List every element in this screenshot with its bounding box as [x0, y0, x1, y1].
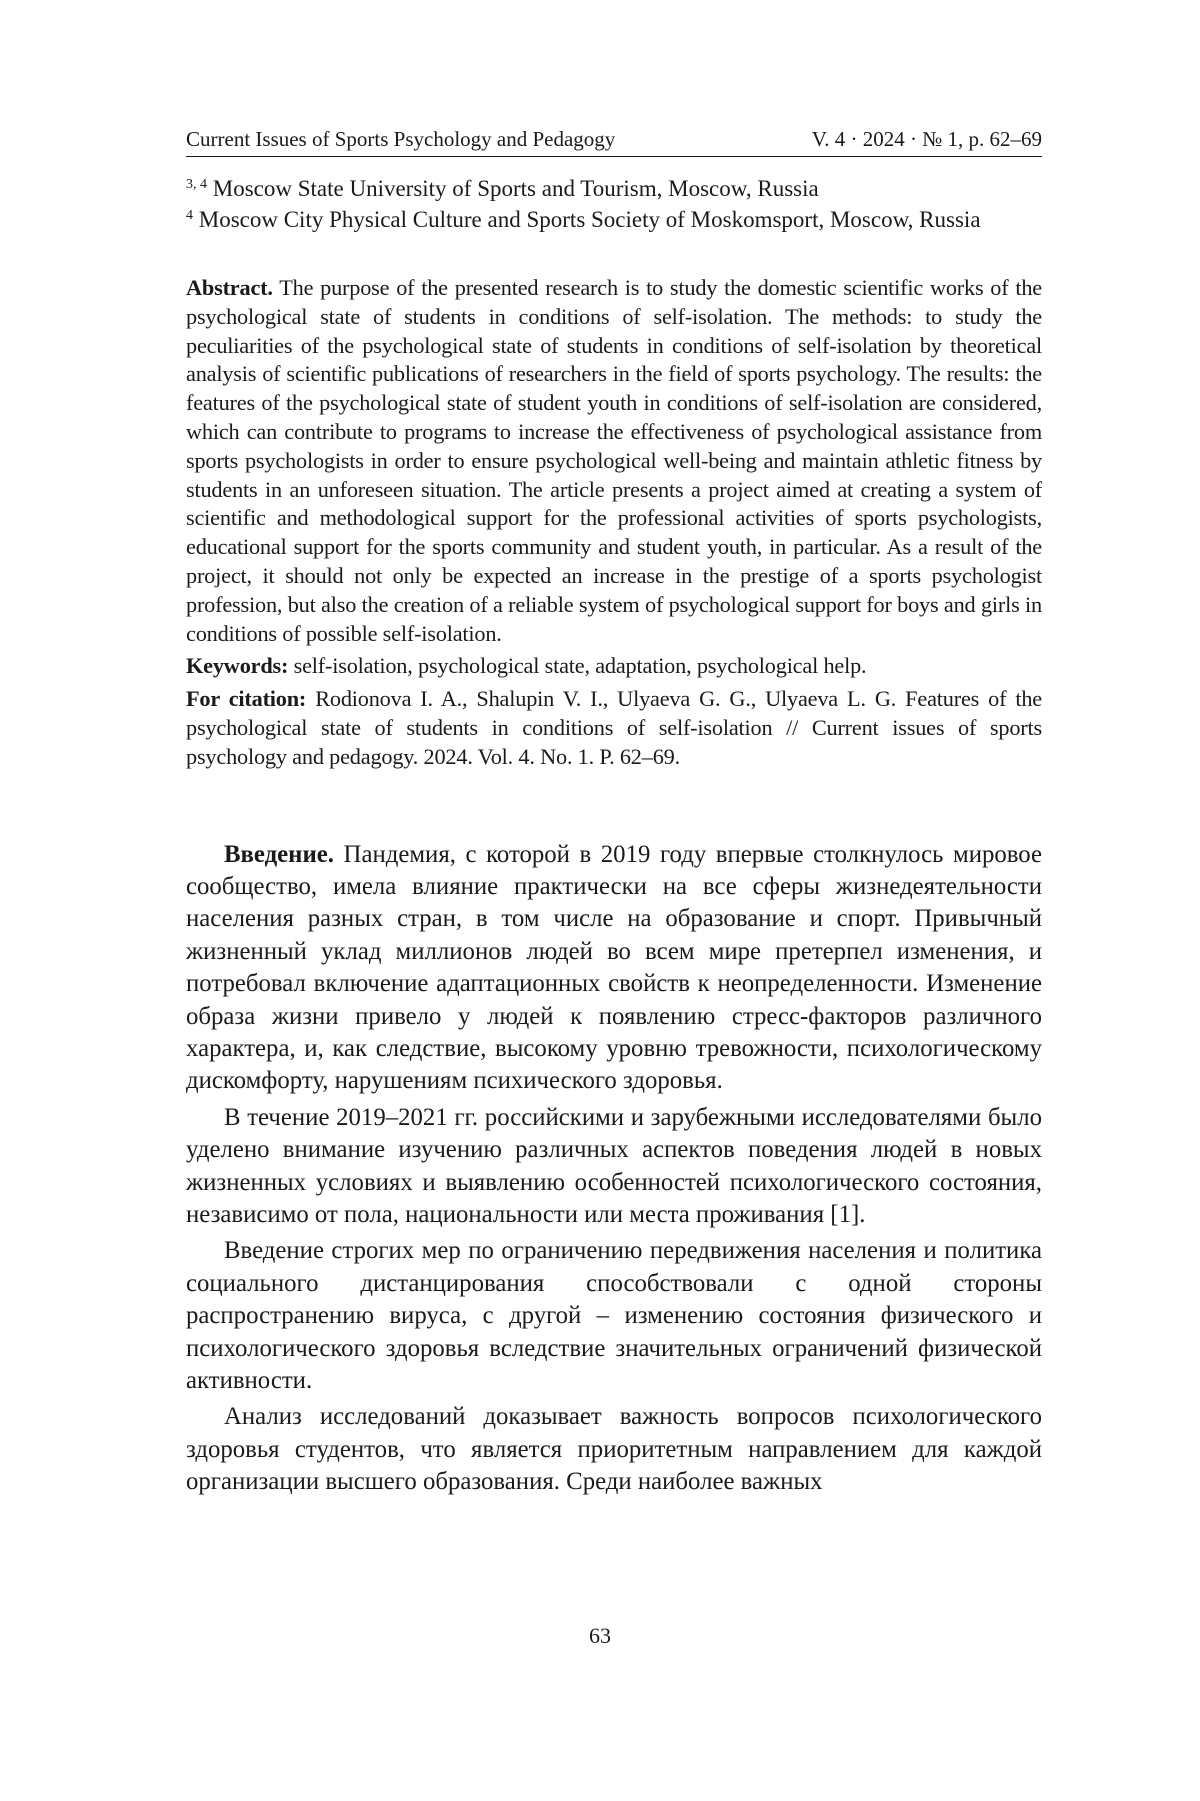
issue-info: V. 4 · 2024 · № 1, p. 62–69 [811, 127, 1042, 151]
running-header [186, 126, 1042, 157]
journal-title: Current Issues of Sports Psychology and Pedagogy [186, 127, 616, 151]
page-content [186, 126, 1042, 1503]
abstract-section [186, 274, 1042, 772]
body-paragraph [186, 839, 1042, 1098]
keywords-text: self-isolation, psychological state, adaptation, psychological help. [293, 653, 867, 679]
introduction-heading: Введение. [224, 840, 334, 868]
citation-text: Rodionova I. A., Shalupin V. I., Ulyaeva G. G., Ulyaeva L. G. Features of the psychological state of students in conditions of self-isolation // Current issues of sports psychology and pedagogy. 2024. Vol. 4. No. 1. P. 62–69. [186, 686, 1043, 769]
affiliation-marker: 3, 4 [186, 177, 207, 192]
citation-label: For citation: [186, 686, 307, 712]
abstract-label: Abstract. [186, 275, 273, 300]
affiliation-text: Moscow State University of Sports and Tourism, Moscow, Russia [212, 176, 819, 201]
paragraph-text: Пандемия, с которой в 2019 году впервые столкнулось мировое сообщество, имела влияние практически на все сферы жизнедеятельности населения разных стран, в том числе на образование и спорт. Привычный жизненный уклад миллионов людей во всем мире претерпел изменения, и потребовал включение адаптационных свойств к неопределенности. Изменение образа жизни привело у людей к появлению стресс-факторов различного характера, и, как следствие, высокому уровню тревожности, психологическому дискомфорту, нарушениям психического здоровья. [186, 840, 1043, 1095]
keywords-label: Keywords: [186, 653, 289, 679]
body-paragraph: В течение 2019–2021 гг. российскими и зарубежными исследователями было уделено внимание изучению различных аспектов поведения людей в новых жизненных условиях и выявлению особенностей психологического состояния, независимо от пола, национальности или места проживания [1]. [186, 1103, 1042, 1229]
citation-paragraph [186, 685, 1042, 771]
affiliation-text: Moscow City Physical Culture and Sports Society of Moskomsport, Moscow, Russia [198, 207, 981, 232]
abstract-text: The purpose of the presented research is to study the domestic scientific works of the psychological state of students in conditions of self-isolation. The methods: to study the peculiarities of the psychological state of students in conditions of self-isolation by theoretical analysis of scientific publications of researchers in the field of sports psychology. The results: the features of the psychological state of student youth in conditions of self-isolation are considered, which can contribute to programs to increase the effectiveness of psychological assistance from sports psychologists in order to ensure psychological well-being and maintain athletic fitness by students in an unforeseen situation. The article presents a project aimed at creating a system of scientific and methodological support for the professional activities of sports psychologists, educational support for the sports community and student youth, in particular. As a result of the project, it should not only be expected an increase in the prestige of a sports psychologist profession, but also the creation of a reliable system of psychological support for boys and girls in conditions of possible self-isolation. [186, 275, 1042, 646]
affiliation-item [186, 204, 1042, 235]
body-paragraph: Введение строгих мер по ограничению передвижения населения и политика социального дистанцирования способствовали с одной стороны распространению вируса, с другой – изменению состояния физического и психологического здоровья вследствие значительных ограничений физической активности. [186, 1237, 1042, 1395]
affiliation-marker: 4 [186, 208, 193, 223]
page-number: 63 [589, 1623, 611, 1648]
body-paragraph: Анализ исследований доказывает важность вопросов психологического здоровья студентов, что является приоритетным направлением для каждой организации высшего образования. Среди наиболее важных [186, 1403, 1042, 1496]
keywords-paragraph [186, 652, 1042, 681]
affiliation-item [186, 173, 1042, 204]
article-body [186, 839, 1042, 1499]
affiliations [186, 173, 1042, 235]
abstract-paragraph [186, 274, 1042, 648]
